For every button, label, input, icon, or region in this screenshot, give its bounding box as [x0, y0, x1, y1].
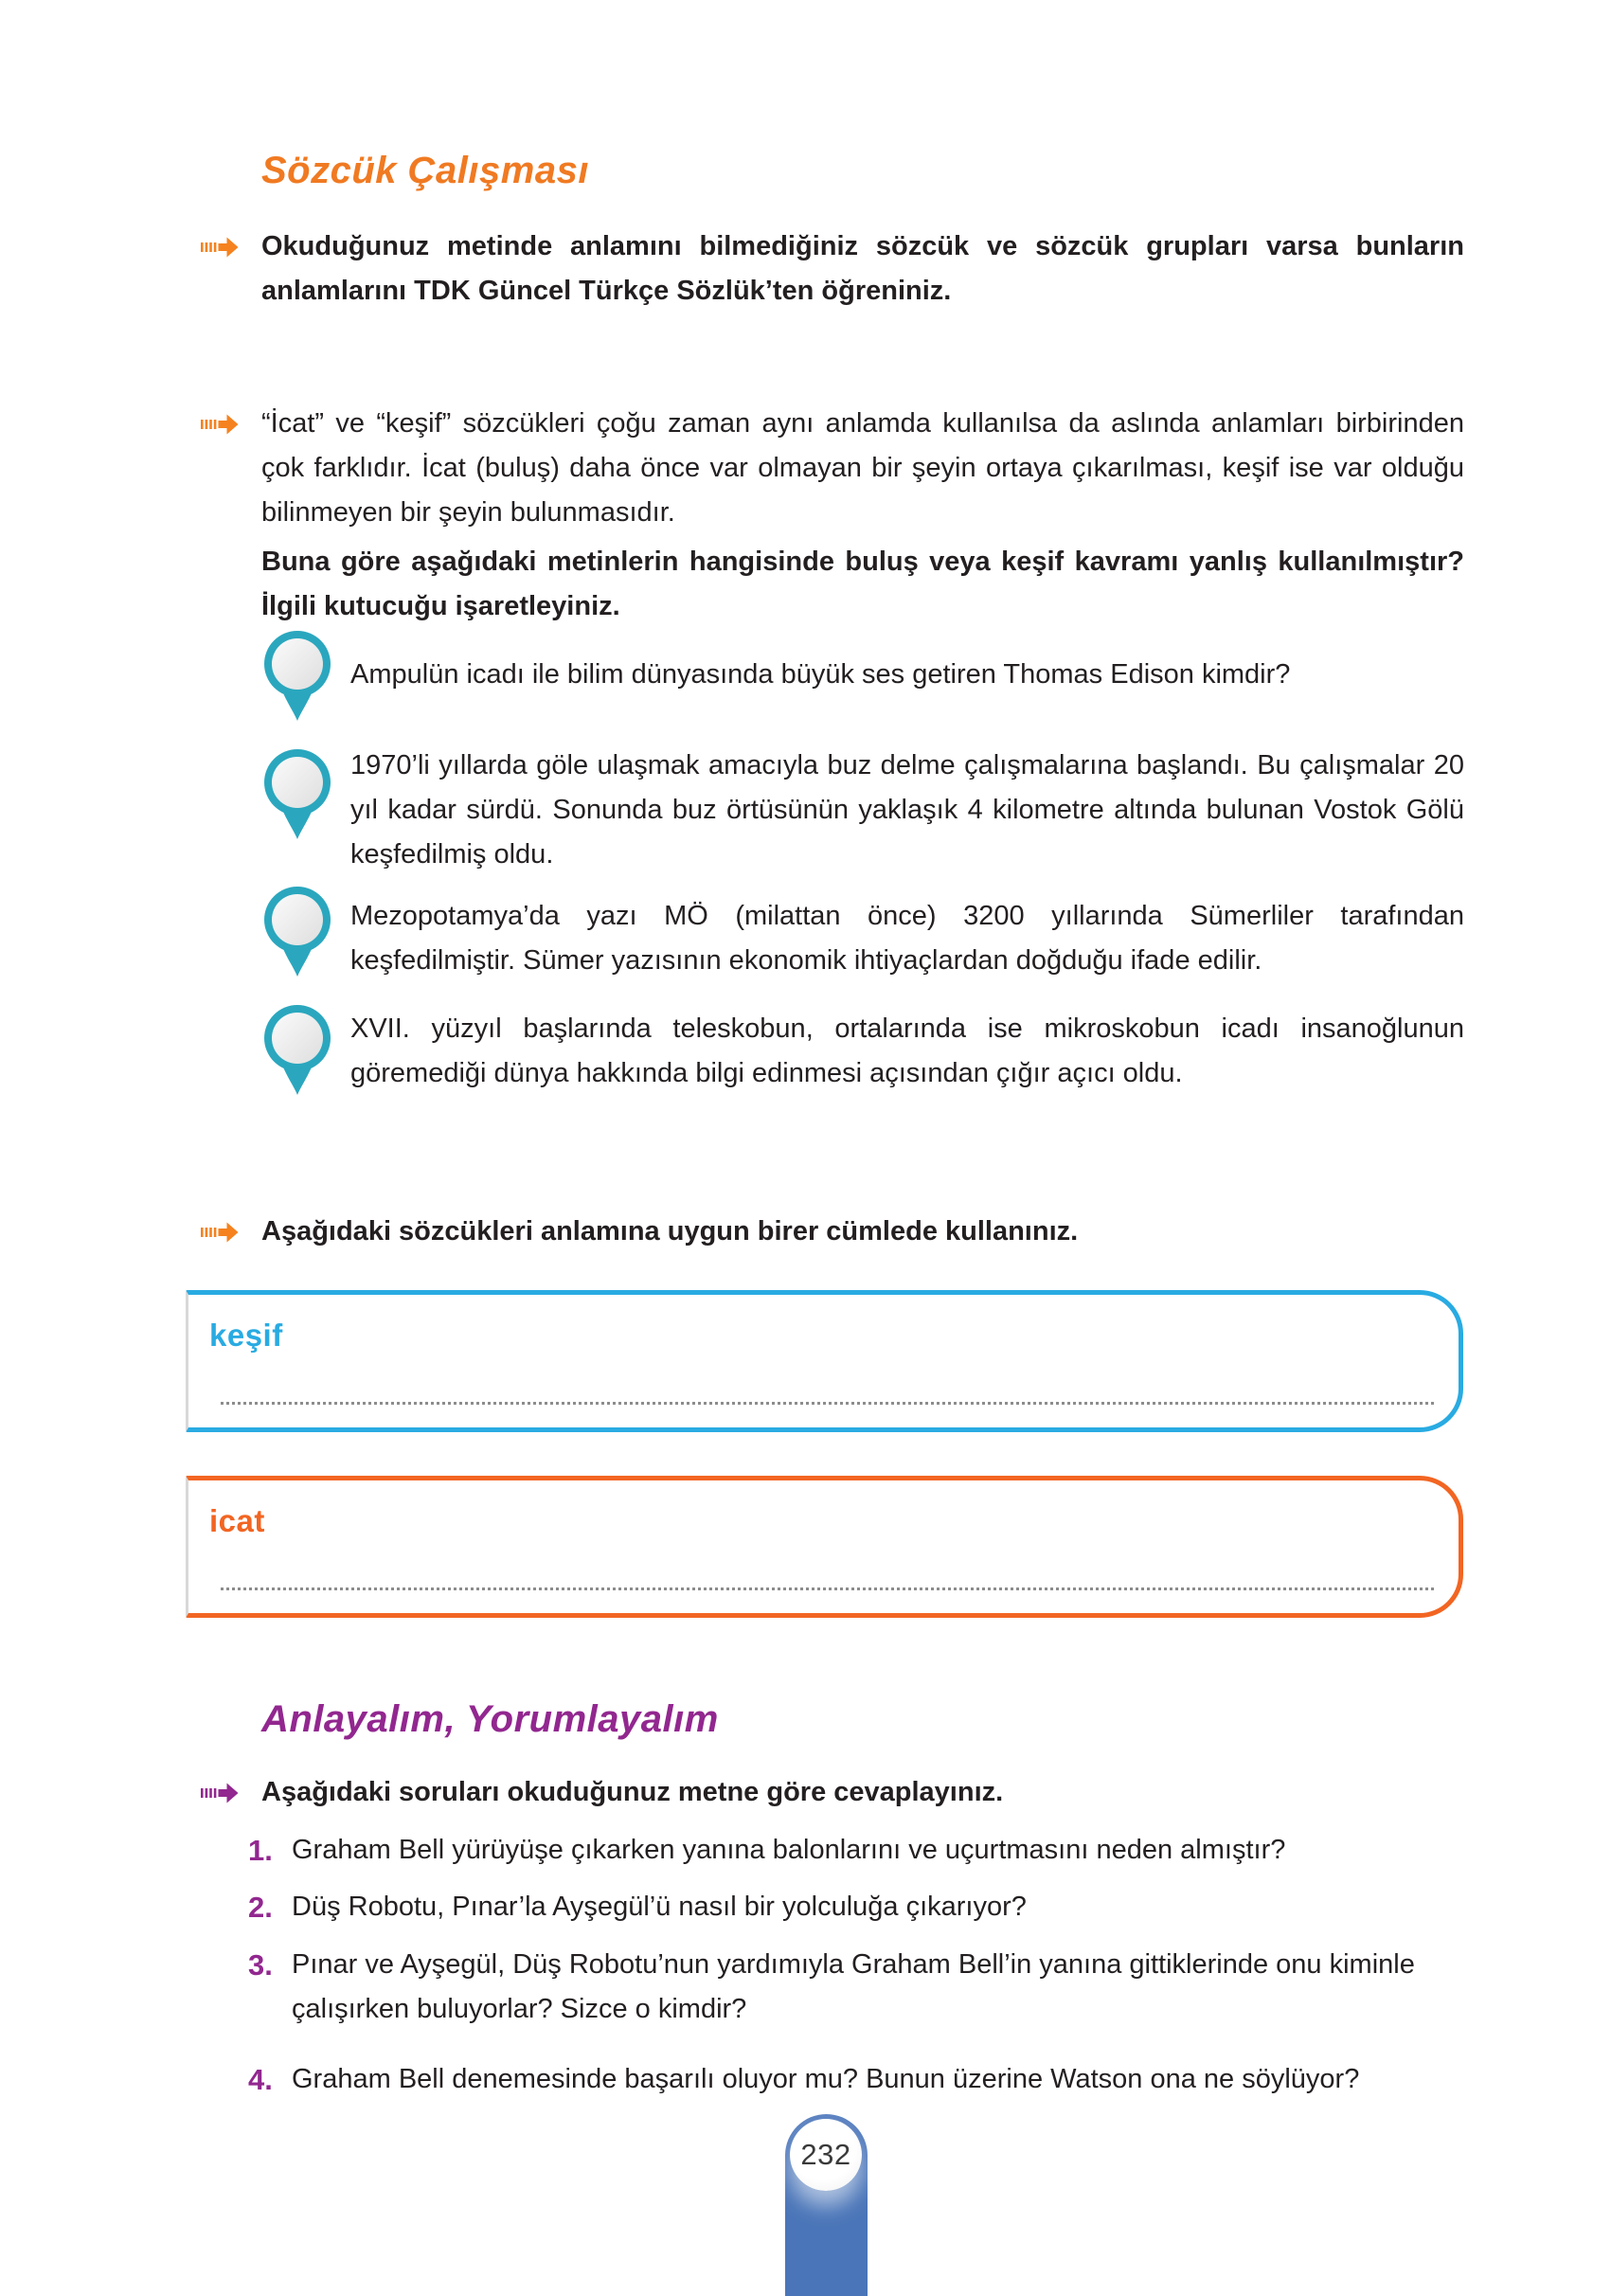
option-text-edison: Ampulün icadı ile bilim dünyasında büyük ses getiren Thomas Edison kimdir?: [350, 659, 1291, 690]
question-text: Graham Bell yürüyüşe çıkarken yanına balonlarını ve uçurtmasını neden almıştır?: [292, 1835, 1286, 1865]
answer-line[interactable]: [221, 1398, 1434, 1405]
checkbox-pin-icon[interactable]: [262, 629, 332, 724]
bullet-arrow-icon: [201, 1221, 239, 1244]
icat-kesif-explanation: “İcat” ve “keşif” sözcükleri çoğu zaman aynı anlamda kullanılsa da aslında anlamları birbirinden çok farklıdır. İcat (buluş) daha önce var olmayan bir şeyin ortaya çıkarılması, keşif ise var olduğu bilinmeyen bir şeyin bulunmasıdır.: [261, 408, 1464, 528]
page-number-tab: [785, 2114, 868, 2296]
word-box-icat: [186, 1476, 1463, 1618]
page-number: 232: [800, 2138, 851, 2171]
checkbox-pin-icon[interactable]: [262, 747, 332, 842]
question-number: 1.: [248, 1834, 273, 1867]
question-text: Graham Bell denemesinde başarılı oluyor mu? Bunun üzerine Watson ona ne söylüyor?: [292, 2064, 1360, 2094]
instruction-answer-questions: Aşağıdaki soruları okuduğunuz metne göre cevaplayınız.: [261, 1777, 1004, 1807]
answer-line[interactable]: [221, 1584, 1434, 1590]
option-text-sumer: Mezopotamya’da yazı MÖ (milattan önce) 3200 yıllarında Sümerliler tarafından keşfedilmiştir. Sümer yazısının ekonomik ihtiyaçlardan doğduğu ifade edilir.: [350, 901, 1464, 976]
instruction-use-in-sentence: Aşağıdaki sözcükleri anlamına uygun birer cümlede kullanınız.: [261, 1216, 1079, 1247]
section-title-comprehension: Anlayalım, Yorumlayalım: [261, 1698, 719, 1740]
section-title-vocabulary: Sözcük Çalışması: [261, 150, 589, 191]
icat-kesif-explanation-block: [261, 402, 1464, 629]
word-box-kesif: [186, 1290, 1463, 1432]
question-text: Düş Robotu, Pınar’la Ayşegül’ü nasıl bir yolculuğa çıkarıyor?: [292, 1892, 1027, 1922]
question-row: [248, 1943, 1464, 2032]
option-text-vostok: 1970’li yıllarda göle ulaşmak amacıyla buz delme çalışmalarına başlandı. Bu çalışmalar 20 yıl kadar sürdü. Sonunda buz örtüsünün yaklaşık 4 kilometre altında bulunan Vostok Gölü keşfedilmiş oldu.: [350, 750, 1464, 870]
checkbox-pin-icon[interactable]: [262, 885, 332, 979]
bullet-arrow-icon: [201, 413, 239, 436]
question-number: 2.: [248, 1891, 273, 1924]
page-number-circle: [790, 2119, 862, 2191]
question-row: [248, 1828, 1464, 1873]
question-row: [248, 1885, 1464, 1929]
question-number: 4.: [248, 2063, 273, 2096]
word-box-label: keşif: [209, 1318, 283, 1353]
icat-kesif-question: Buna göre aşağıdaki metinlerin hangisinde buluş veya keşif kavramı yanlış kullanılmıştır? İlgili kutucuğu işaretleyiniz.: [261, 547, 1464, 621]
question-text: Pınar ve Ayşegül, Düş Robotu’nun yardımıyla Graham Bell’in yanına gittiklerinde onu kiminle çalışırken buluyorlar? Sizce o kimdir?: [292, 1949, 1415, 2024]
question-row: [248, 2057, 1464, 2102]
word-box-label: icat: [209, 1503, 265, 1538]
bullet-arrow-icon: [201, 236, 239, 259]
option-text-teleskop: XVII. yüzyıl başlarında teleskobun, ortalarında ise mikroskobun icadı insanoğlunun göremediği dünya hakkında bilgi edinmesi açısından çığır açıcı oldu.: [350, 1013, 1464, 1088]
question-number: 3.: [248, 1948, 273, 1982]
checkbox-pin-icon[interactable]: [262, 1003, 332, 1098]
bullet-arrow-icon: [201, 1782, 239, 1804]
instruction-lookup-words: Okuduğunuz metinde anlamını bilmediğiniz sözcük ve sözcük grupları varsa bunların anlamlarını TDK Güncel Türkçe Sözlük’ten öğreniniz.: [261, 231, 1464, 306]
